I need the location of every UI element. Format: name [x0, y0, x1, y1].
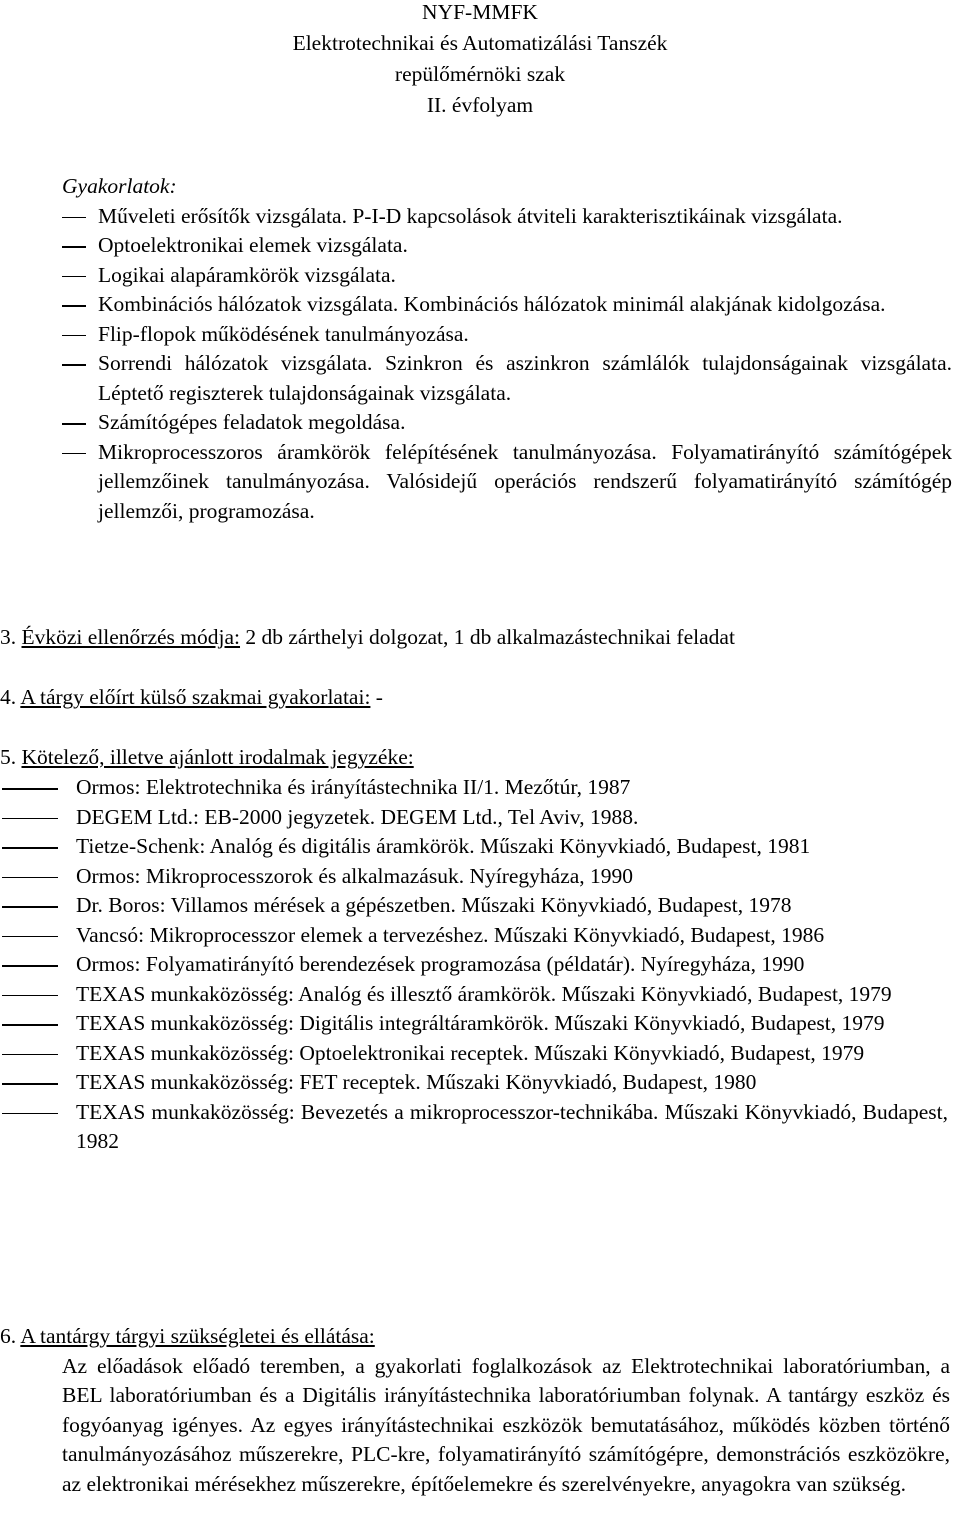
literature-section [0, 773, 948, 1157]
list-item: Tietze-Schenk: Analóg és digitális áramkörök. Műszaki Könyvkiadó, Budapest, 1981 [0, 832, 948, 862]
list-item: Ormos: Mikroprocesszorok és alkalmazásuk. Nyíregyháza, 1990 [0, 862, 948, 892]
section-paragraph: Az előadások előadó teremben, a gyakorlati foglalkozások az Elektrotechnikai laboratóriumban, a BEL laboratóriumban és a Digitális irányítástechnika laboratóriumban folynak. A tantárgy eszköz és fogyóanyag igényes. Az egyes irányítástechnikai eszközök bemutatásához, működés közben történő tanulmányozásához műszerekre, PLC-kre, folyamatirányító számítógépre, demonstrációs eszközökre, az elektronikai mérésekhez műszerekre, építőelemekre és szerelvényekre, anyagokra van szükség. [62, 1353, 950, 1496]
list-item: Számítógépes feladatok megoldása. [62, 408, 952, 438]
list-item: Flip-flopok működésének tanulmányozása. [62, 320, 952, 350]
list-item: TEXAS munkaközösség: Analóg és illesztő áramkörök. Műszaki Könyvkiadó, Budapest, 1979 [0, 980, 948, 1010]
list-item: Ormos: Folyamatirányító berendezések programozása (példatár). Nyíregyháza, 1990 [0, 950, 948, 980]
institution-code: NYF-MMFK [422, 0, 538, 24]
section-number: 5. [0, 745, 17, 769]
section-text: 2 db zárthelyi dolgozat, 1 db alkalmazástechnikai feladat [240, 625, 735, 649]
list-item: TEXAS munkaközösség: Optoelektronikai receptek. Műszaki Könyvkiadó, Budapest, 1979 [0, 1039, 948, 1069]
section-title: A tantárgy tárgyi szükségletei és ellátása: [20, 1324, 375, 1348]
list-item: Műveleti erősítők vizsgálata. P-I-D kapcsolások átviteli karakterisztikáinak vizsgálata. [62, 202, 952, 232]
list-item: DEGEM Ltd.: EB-2000 jegyzetek. DEGEM Ltd., Tel Aviv, 1988. [0, 803, 948, 833]
document-header [0, 0, 960, 121]
list-item: Logikai alapáramkörök vizsgálata. [62, 261, 952, 291]
section-title: Évközi ellenőrzés módja: [21, 625, 241, 649]
section-4 [0, 683, 960, 713]
practice-section [62, 172, 952, 526]
practice-title: Gyakorlatok: [62, 174, 177, 198]
section-number: 6. [0, 1324, 17, 1348]
section-number: 4. [0, 685, 17, 709]
list-item: Dr. Boros: Villamos mérések a gépészetben. Műszaki Könyvkiadó, Budapest, 1978 [0, 891, 948, 921]
list-item: Ormos: Elektrotechnika és irányítástechnika II/1. Mezőtúr, 1987 [0, 773, 948, 803]
list-item: Kombinációs hálózatok vizsgálata. Kombinációs hálózatok minimál alakjának kidolgozása. [62, 290, 952, 320]
section-title: Kötelező, illetve ajánlott irodalmak jegyzéke: [21, 745, 414, 769]
practice-list [62, 202, 952, 527]
list-item: Mikroprocesszoros áramkörök felépítésének tanulmányozása. Folyamatirányító számítógépek jellemzőinek tanulmányozása. Valósidejű operációs rendszerű folyamatirányító számítógép jellemzői, programozása. [62, 438, 952, 527]
section-title: A tárgy előírt külső szakmai gyakorlatai: [20, 685, 371, 709]
department-name: Elektrotechnikai és Automatizálási Tanszék [292, 31, 668, 55]
literature-list [0, 773, 948, 1157]
list-item: Vancsó: Mikroprocesszor elemek a tervezéshez. Műszaki Könyvkiadó, Budapest, 1986 [0, 921, 948, 951]
section-6 [0, 1322, 960, 1499]
list-item: TEXAS munkaközösség: Bevezetés a mikroprocesszor-technikába. Műszaki Könyvkiadó, Budapest, 1982 [0, 1098, 948, 1157]
section-text: - [370, 685, 383, 709]
list-item: TEXAS munkaközösség: Digitális integráltáramkörök. Műszaki Könyvkiadó, Budapest, 1979 [0, 1009, 948, 1039]
list-item: Optoelektronikai elemek vizsgálata. [62, 231, 952, 261]
program-name: repülőmérnöki szak [394, 62, 566, 86]
list-item: TEXAS munkaközösség: FET receptek. Műszaki Könyvkiadó, Budapest, 1980 [0, 1068, 948, 1098]
section-5-heading [0, 743, 960, 773]
section-3 [0, 623, 960, 653]
list-item: Sorrendi hálózatok vizsgálata. Szinkron és aszinkron számlálók tulajdonságainak vizsgálata. Léptető regiszterek tulajdonságainak vizsgálata. [62, 349, 952, 408]
section-number: 3. [0, 625, 17, 649]
year-label: II. évfolyam [426, 93, 534, 117]
